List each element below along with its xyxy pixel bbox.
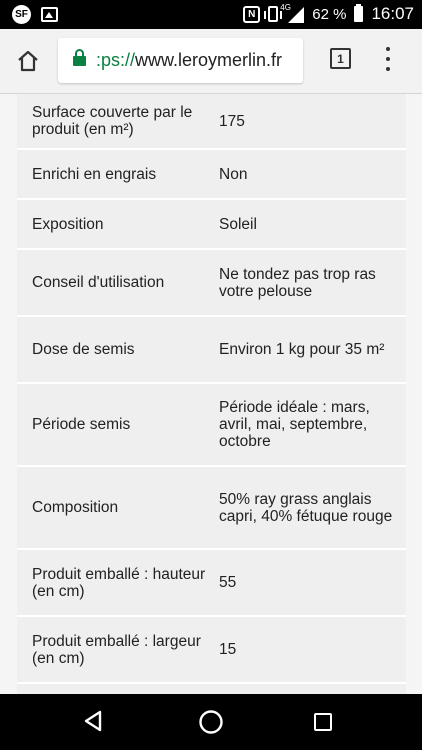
home-icon <box>16 49 40 73</box>
menu-dot-icon <box>386 67 390 71</box>
table-row <box>17 384 406 467</box>
table-row <box>17 617 406 684</box>
tab-count: 1 <box>337 51 344 66</box>
spec-label: Surface couverte par le produit (en m²) <box>32 104 193 138</box>
image-notification-icon <box>41 7 58 22</box>
home-button[interactable] <box>14 47 42 75</box>
spec-value: Ne tondez pas trop ras votre pelouse <box>219 265 376 300</box>
tab-switcher-button[interactable] <box>330 48 351 69</box>
browser-toolbar <box>0 29 422 94</box>
spec-value: Environ 1 kg pour 35 m² <box>219 341 385 358</box>
table-row <box>17 317 406 384</box>
page-content[interactable] <box>0 94 422 694</box>
spec-table <box>17 94 406 694</box>
clock: 16:07 <box>371 4 414 23</box>
nfc-icon: N <box>243 6 260 23</box>
table-row <box>17 550 406 617</box>
home-circle-icon <box>198 709 224 735</box>
navigation-bar <box>0 694 422 750</box>
spec-label: Produit emballé : hauteur (en cm) <box>32 565 206 600</box>
spec-label: Dose de semis <box>32 341 135 358</box>
address-bar[interactable] <box>58 38 303 83</box>
spec-label: Composition <box>32 499 119 516</box>
table-row <box>17 250 406 317</box>
back-triangle-icon <box>82 709 106 733</box>
url-text <box>96 50 282 71</box>
recent-apps-button[interactable] <box>314 713 332 731</box>
spec-value: Soleil <box>219 215 257 233</box>
spec-label: Enrichi en engrais <box>32 165 157 183</box>
vibrate-icon <box>268 6 278 22</box>
signal-icon <box>280 2 304 23</box>
spec-value: Non <box>219 165 248 183</box>
battery-icon <box>354 6 363 22</box>
table-row <box>17 684 406 694</box>
table-row <box>17 94 406 150</box>
overflow-menu-button[interactable] <box>382 47 394 71</box>
status-bar <box>0 0 422 29</box>
spec-value: 55 <box>219 574 237 591</box>
url-host: www.leroymerlin.fr <box>135 50 283 70</box>
menu-dot-icon <box>386 57 390 61</box>
battery-percent: 62 % <box>312 5 347 23</box>
back-button[interactable] <box>82 709 106 733</box>
spec-value: 50% ray grass anglais capri, 40% fétuque rouge <box>219 490 393 525</box>
lte-label: 4G <box>280 2 291 12</box>
menu-dot-icon <box>386 47 390 51</box>
spec-value: 15 <box>219 641 237 658</box>
spec-value: 175 <box>219 112 245 130</box>
table-row <box>17 150 406 200</box>
url-scheme: :ps:// <box>96 50 136 70</box>
sf-app-icon: SF <box>12 5 31 24</box>
table-row <box>17 467 406 550</box>
spec-label: Produit emballé : largeur (en cm) <box>32 632 201 667</box>
table-row <box>17 200 406 250</box>
spec-label: Période semis <box>32 416 131 433</box>
lock-icon <box>73 56 86 66</box>
home-nav-button[interactable] <box>198 709 224 735</box>
spec-label: Exposition <box>32 215 104 233</box>
spec-label: Conseil d'utilisation <box>32 274 165 291</box>
spec-value: Période idéale : mars, avril, mai, septembre, octobre <box>219 399 370 450</box>
